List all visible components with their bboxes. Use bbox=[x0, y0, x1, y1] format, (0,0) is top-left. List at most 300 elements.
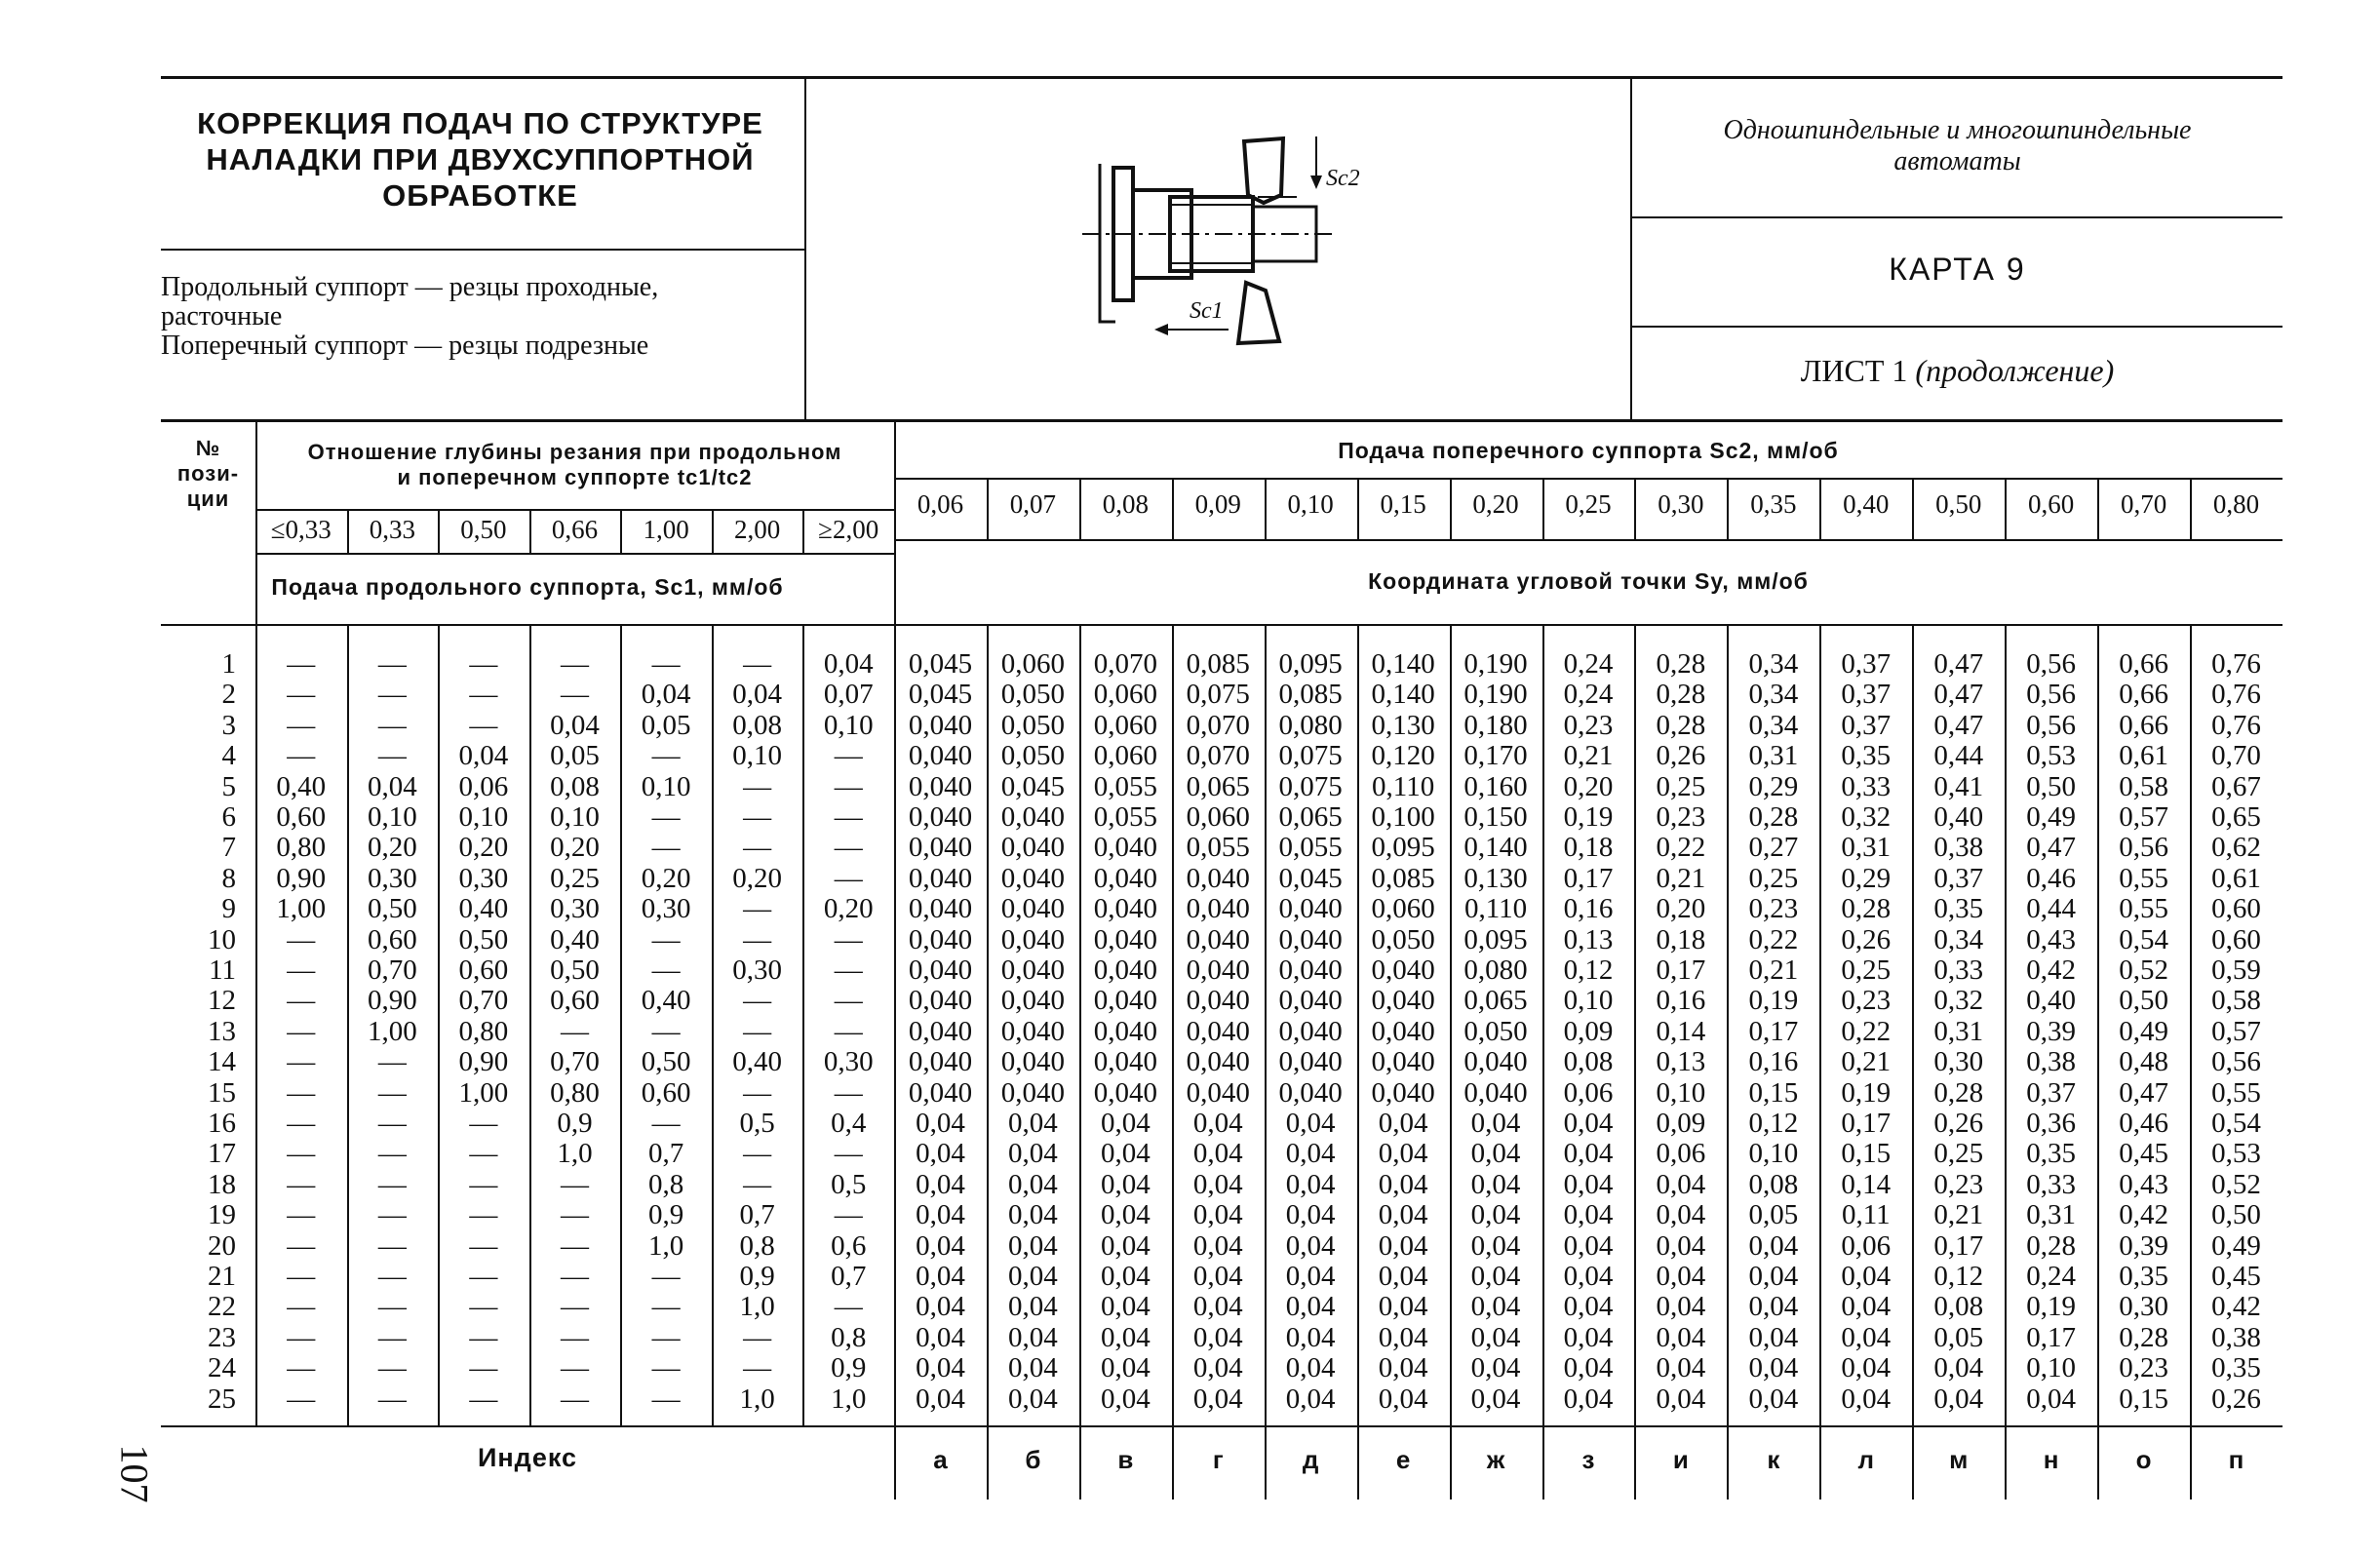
ratio-value: — bbox=[377, 1352, 407, 1384]
ratio-value: 0,8 bbox=[739, 1229, 775, 1262]
index-letter: к bbox=[1767, 1445, 1780, 1474]
coordinate-value: 0,04 bbox=[1656, 1291, 1706, 1323]
ratio-value: — bbox=[651, 1261, 681, 1292]
coordinate-value: 0,04 bbox=[1192, 1199, 1243, 1231]
coordinate-value: 0,060 bbox=[1000, 648, 1065, 680]
coordinate-value: 0,26 bbox=[1841, 923, 1892, 955]
ratio-value: 0,10 bbox=[550, 801, 600, 833]
coordinate-value: 0,28 bbox=[2119, 1321, 2168, 1353]
ratio-value: — bbox=[651, 1321, 681, 1353]
header-top-line bbox=[161, 76, 2282, 79]
title-line: КОРРЕКЦИЯ ПОДАЧ ПО СТРУКТУРЕ bbox=[197, 106, 763, 140]
coordinate-value: 0,070 bbox=[1186, 740, 1250, 772]
ratio-value: 0,40 bbox=[732, 1046, 782, 1078]
ratio-value: 0,50 bbox=[641, 1046, 691, 1078]
title-line: НАЛАДКИ ПРИ ДВУХСУППОРТНОЙ bbox=[206, 142, 755, 176]
coordinate-value: 0,21 bbox=[1563, 740, 1614, 772]
coordinate-value: 0,070 bbox=[1186, 709, 1250, 741]
coordinate-value: 0,040 bbox=[1093, 862, 1157, 894]
coordinate-value: 0,65 bbox=[2211, 801, 2261, 833]
coordinate-value: 0,04 bbox=[1285, 1291, 1336, 1323]
coordinate-value: 0,29 bbox=[1841, 862, 1892, 894]
coordinate-value: 0,04 bbox=[1008, 1168, 1058, 1200]
ratio-value: — bbox=[287, 679, 316, 711]
coordinate-value: 0,060 bbox=[1093, 679, 1157, 711]
coordinate-value: 0,54 bbox=[2211, 1108, 2261, 1139]
cross-header-line bbox=[894, 478, 2282, 480]
coordinate-value: 0,04 bbox=[1470, 1199, 1521, 1231]
coordinate-value: 0,040 bbox=[1278, 985, 1343, 1017]
ratio-value: — bbox=[469, 1108, 498, 1139]
coordinate-value: 0,46 bbox=[2119, 1108, 2168, 1139]
ratio-value: 0,7 bbox=[739, 1199, 775, 1231]
ratio-value: — bbox=[377, 1383, 407, 1415]
coordinate-value: 0,22 bbox=[1656, 832, 1706, 864]
coordinate-value: 0,24 bbox=[2026, 1261, 2077, 1292]
coordinate-value: 0,04 bbox=[1470, 1168, 1521, 1200]
coordinate-value: 0,04 bbox=[1008, 1291, 1058, 1323]
coordinate-value: 0,60 bbox=[2211, 893, 2261, 925]
ratio-value: 0,5 bbox=[831, 1168, 867, 1200]
coordinate-value: 0,04 bbox=[1100, 1108, 1151, 1139]
coordinate-value: 0,35 bbox=[1841, 740, 1892, 772]
coordinate-value: 0,30 bbox=[1933, 1046, 1984, 1078]
position-number: 17 bbox=[208, 1138, 236, 1170]
coordinate-value: 0,04 bbox=[1748, 1383, 1799, 1415]
coordinate-value: 0,34 bbox=[1748, 648, 1799, 680]
coordinate-header: Координата угловой точки Sy, мм/об bbox=[1368, 568, 1809, 594]
coordinate-value: 0,095 bbox=[1371, 832, 1435, 864]
ratio-value: 0,04 bbox=[823, 648, 874, 680]
ratio-value: 0,40 bbox=[641, 985, 691, 1017]
index-letter: м bbox=[1949, 1445, 1969, 1474]
coordinate-value: 0,25 bbox=[1841, 954, 1892, 986]
coordinate-value: 0,160 bbox=[1463, 770, 1528, 802]
position-number: 8 bbox=[221, 862, 236, 894]
ratio-value: — bbox=[287, 1138, 316, 1170]
coordinate-value: 0,38 bbox=[2026, 1046, 2077, 1078]
page-number: 107 bbox=[112, 1444, 157, 1503]
ratio-value: — bbox=[743, 832, 772, 864]
index-label: Индекс bbox=[477, 1443, 578, 1472]
card-label: КАРТА 9 bbox=[1889, 252, 2026, 287]
cross-column-header: 0,15 bbox=[1380, 489, 1426, 519]
coordinate-value: 0,19 bbox=[1748, 985, 1799, 1017]
coordinate-value: 0,05 bbox=[1933, 1321, 1984, 1353]
cross-column-header: 0,40 bbox=[1843, 489, 1890, 519]
coordinate-value: 0,04 bbox=[1192, 1138, 1243, 1170]
coordinate-value: 0,040 bbox=[1000, 1076, 1065, 1109]
ratio-value: — bbox=[377, 1229, 407, 1262]
coordinate-value: 0,39 bbox=[2026, 1015, 2077, 1047]
coordinate-value: 0,04 bbox=[1563, 1261, 1614, 1292]
ratio-value: — bbox=[834, 770, 863, 802]
coordinate-value: 0,10 bbox=[1748, 1138, 1799, 1170]
coordinate-value: 0,040 bbox=[1093, 1046, 1157, 1078]
ratio-value: 0,04 bbox=[641, 679, 691, 711]
coordinate-value: 0,060 bbox=[1371, 893, 1435, 925]
coordinate-value: 0,31 bbox=[1841, 832, 1892, 864]
ratio-value: — bbox=[287, 1199, 316, 1231]
position-header-line: пози- bbox=[176, 461, 240, 486]
position-header-line: № bbox=[195, 436, 221, 460]
ratio-value: 0,4 bbox=[831, 1108, 867, 1139]
feed-header-bottom-line bbox=[161, 624, 2282, 626]
ratio-value: 0,9 bbox=[557, 1108, 593, 1139]
coordinate-value: 0,28 bbox=[1656, 679, 1706, 711]
coordinate-value: 0,26 bbox=[1933, 1108, 1984, 1139]
coordinate-value: 0,06 bbox=[1656, 1138, 1706, 1170]
coordinate-value: 0,04 bbox=[916, 1352, 965, 1384]
machine-line: Одношпиндельные и многошпиндельные bbox=[1723, 115, 2192, 145]
coordinate-value: 0,66 bbox=[2119, 648, 2168, 680]
index-letter: л bbox=[1857, 1445, 1875, 1474]
coordinate-value: 0,52 bbox=[2211, 1168, 2261, 1200]
ratio-value: — bbox=[469, 679, 498, 711]
coordinate-value: 0,055 bbox=[1186, 832, 1250, 864]
ratio-value: — bbox=[834, 1015, 863, 1047]
ratio-value: — bbox=[834, 1291, 863, 1323]
coordinate-value: 0,040 bbox=[908, 985, 973, 1017]
coordinate-value: 0,09 bbox=[1656, 1108, 1706, 1139]
coordinate-value: 0,04 bbox=[1563, 1168, 1614, 1200]
ratio-column-header: 1,00 bbox=[643, 515, 689, 544]
ratio-value: — bbox=[743, 648, 772, 680]
coordinate-value: 0,04 bbox=[1563, 1383, 1614, 1415]
coordinate-value: 0,28 bbox=[2026, 1229, 2077, 1262]
coordinate-value: 0,35 bbox=[2211, 1352, 2261, 1384]
ratio-value: 0,80 bbox=[458, 1015, 509, 1047]
ratio-value: — bbox=[287, 1108, 316, 1139]
coordinate-value: 0,040 bbox=[908, 1015, 973, 1047]
ratio-value: — bbox=[377, 648, 407, 680]
coordinate-value: 0,040 bbox=[1093, 954, 1157, 986]
sheet-label bbox=[1632, 353, 2282, 389]
coordinate-value: 0,21 bbox=[1841, 1046, 1892, 1078]
coordinate-value: 0,04 bbox=[1656, 1383, 1706, 1415]
sheet-note: (продолжение) bbox=[1915, 353, 2115, 388]
ratio-value: 0,20 bbox=[550, 832, 600, 864]
coordinate-value: 0,50 bbox=[2211, 1199, 2261, 1231]
coordinate-value: 0,13 bbox=[1656, 1046, 1706, 1078]
coordinate-value: 0,04 bbox=[1470, 1321, 1521, 1353]
coordinate-value: 0,09 bbox=[1563, 1015, 1614, 1047]
ratio-value: 1,0 bbox=[647, 1229, 684, 1262]
ratio-value: — bbox=[469, 648, 498, 680]
coordinate-value: 0,29 bbox=[1748, 770, 1799, 802]
position-number: 21 bbox=[208, 1261, 236, 1292]
ratio-value: — bbox=[651, 923, 681, 955]
ratio-values-line bbox=[255, 553, 894, 555]
coordinate-value: 0,065 bbox=[1463, 985, 1528, 1017]
coordinate-value: 0,35 bbox=[2026, 1138, 2077, 1170]
coordinate-value: 0,06 bbox=[1563, 1076, 1614, 1109]
ratio-value: — bbox=[287, 1321, 316, 1353]
ratio-column-header: 0,66 bbox=[551, 515, 599, 544]
coordinate-value: 0,040 bbox=[1186, 1076, 1250, 1109]
ratio-value: — bbox=[377, 1138, 407, 1170]
ratio-value: 0,30 bbox=[641, 893, 691, 925]
coordinate-value: 0,23 bbox=[1748, 893, 1799, 925]
coordinate-value: 0,10 bbox=[1656, 1076, 1706, 1109]
coordinate-value: 0,04 bbox=[1192, 1261, 1243, 1292]
coordinate-value: 0,04 bbox=[1656, 1321, 1706, 1353]
coordinate-value: 0,040 bbox=[1000, 954, 1065, 986]
ratio-value: — bbox=[287, 1076, 316, 1109]
coordinate-value: 0,04 bbox=[916, 1261, 965, 1292]
coordinate-value: 0,040 bbox=[908, 954, 973, 986]
coordinate-value: 0,170 bbox=[1463, 740, 1528, 772]
ratio-value: 0,6 bbox=[831, 1229, 867, 1262]
ratio-value: — bbox=[287, 1383, 316, 1415]
coordinate-value: 0,04 bbox=[1008, 1138, 1058, 1170]
coordinate-value: 0,04 bbox=[1470, 1108, 1521, 1139]
coordinate-value: 0,54 bbox=[2119, 923, 2168, 955]
coordinate-value: 0,04 bbox=[2026, 1383, 2077, 1415]
index-letter: з bbox=[1581, 1445, 1595, 1474]
coordinate-value: 0,140 bbox=[1371, 679, 1435, 711]
coordinate-value: 0,04 bbox=[1841, 1321, 1892, 1353]
position-number: 13 bbox=[208, 1015, 236, 1047]
coordinate-value: 0,59 bbox=[2211, 954, 2261, 986]
coordinate-value: 0,040 bbox=[1186, 1015, 1250, 1047]
ratio-value: 0,8 bbox=[647, 1168, 684, 1200]
position-number: 25 bbox=[208, 1383, 236, 1415]
coordinate-value: 0,040 bbox=[1000, 832, 1065, 864]
ratio-value: — bbox=[560, 1321, 589, 1353]
ratio-value: — bbox=[743, 985, 772, 1017]
coordinate-value: 0,11 bbox=[1841, 1199, 1891, 1231]
cross-cutter bbox=[1244, 138, 1283, 203]
ratio-value: — bbox=[469, 1291, 498, 1323]
coordinate-value: 0,04 bbox=[1748, 1229, 1799, 1262]
position-number: 4 bbox=[221, 740, 236, 772]
coordinate-value: 0,43 bbox=[2026, 923, 2077, 955]
cross-column-header: 0,25 bbox=[1565, 489, 1612, 519]
ratio-value: 0,10 bbox=[823, 709, 874, 741]
ratio-value: — bbox=[377, 1076, 407, 1109]
coordinate-value: 0,58 bbox=[2119, 770, 2168, 802]
coordinate-value: 0,38 bbox=[1933, 832, 1984, 864]
coordinate-value: 0,04 bbox=[1008, 1383, 1058, 1415]
coordinate-value: 0,57 bbox=[2211, 1015, 2261, 1047]
coordinate-value: 0,17 bbox=[1933, 1229, 1984, 1262]
coordinate-value: 0,110 bbox=[1463, 893, 1528, 925]
coordinate-value: 0,040 bbox=[1371, 985, 1435, 1017]
coordinate-value: 0,35 bbox=[2119, 1261, 2168, 1292]
ratio-value: — bbox=[287, 1352, 316, 1384]
ratio-value: 0,8 bbox=[831, 1321, 867, 1353]
index-letter: п bbox=[2228, 1445, 2244, 1474]
index-letter: о bbox=[2135, 1445, 2152, 1474]
ratio-value: 0,05 bbox=[550, 740, 600, 772]
coordinate-value: 0,04 bbox=[1470, 1261, 1521, 1292]
coordinate-value: 0,04 bbox=[1378, 1291, 1428, 1323]
coordinate-value: 0,150 bbox=[1463, 801, 1528, 833]
ratio-value: — bbox=[834, 923, 863, 955]
ratio-value: — bbox=[743, 1138, 772, 1170]
ratio-value: — bbox=[469, 1199, 498, 1231]
coordinate-value: 0,26 bbox=[2211, 1383, 2261, 1415]
ratio-value: 0,60 bbox=[367, 923, 417, 955]
ratio-value: — bbox=[834, 1199, 863, 1231]
coordinate-value: 0,21 bbox=[1933, 1199, 1984, 1231]
coordinate-value: 0,34 bbox=[1748, 679, 1799, 711]
coordinate-value: 0,040 bbox=[1278, 1046, 1343, 1078]
coordinate-value: 0,04 bbox=[1008, 1352, 1058, 1384]
coordinate-value: 0,55 bbox=[2119, 862, 2168, 894]
ratio-value: — bbox=[651, 648, 681, 680]
coordinate-value: 0,45 bbox=[2119, 1138, 2168, 1170]
coordinate-value: 0,04 bbox=[1285, 1168, 1336, 1200]
page-title bbox=[161, 105, 800, 214]
ratio-value: 0,30 bbox=[732, 954, 782, 986]
coordinate-value: 0,04 bbox=[1563, 1229, 1614, 1262]
long-feed-header: Подача продольного суппорта, Sc1, мм/об bbox=[271, 574, 784, 600]
coordinate-value: 0,04 bbox=[1285, 1383, 1336, 1415]
ratio-value: — bbox=[834, 1138, 863, 1170]
coordinate-value: 0,050 bbox=[1463, 1015, 1528, 1047]
coordinate-value: 0,04 bbox=[1748, 1352, 1799, 1384]
coordinate-value: 0,33 bbox=[1841, 770, 1892, 802]
coordinate-value: 0,095 bbox=[1278, 648, 1343, 680]
position-number: 18 bbox=[208, 1168, 236, 1200]
ratio-column-header: ≥2,00 bbox=[818, 515, 879, 544]
coordinate-value: 0,040 bbox=[908, 1076, 973, 1109]
coordinate-value: 0,055 bbox=[1093, 770, 1157, 802]
coordinate-value: 0,04 bbox=[1100, 1383, 1151, 1415]
ratio-value: 0,08 bbox=[550, 770, 600, 802]
coordinate-value: 0,46 bbox=[2026, 862, 2077, 894]
ratio-value: — bbox=[560, 1015, 589, 1047]
coordinate-value: 0,70 bbox=[2211, 740, 2261, 772]
ratio-value: 0,60 bbox=[276, 801, 327, 833]
ratio-value: — bbox=[560, 1352, 589, 1384]
coordinate-value: 0,04 bbox=[1285, 1229, 1336, 1262]
coordinate-value: 0,04 bbox=[1192, 1321, 1243, 1353]
coordinate-value: 0,04 bbox=[1378, 1108, 1428, 1139]
coordinate-value: 0,04 bbox=[916, 1383, 965, 1415]
ratio-value: — bbox=[834, 832, 863, 864]
ratio-value: — bbox=[377, 740, 407, 772]
coordinate-value: 0,04 bbox=[1470, 1383, 1521, 1415]
ratio-value: — bbox=[651, 1291, 681, 1323]
coordinate-value: 0,39 bbox=[2119, 1229, 2168, 1262]
coordinate-value: 0,37 bbox=[1933, 862, 1984, 894]
coordinate-value: 0,04 bbox=[1563, 1291, 1614, 1323]
coordinate-value: 0,040 bbox=[1093, 893, 1157, 925]
coordinate-value: 0,050 bbox=[1000, 740, 1065, 772]
coordinate-value: 0,040 bbox=[1371, 1046, 1435, 1078]
coordinate-value: 0,23 bbox=[2119, 1352, 2168, 1384]
coordinate-value: 0,040 bbox=[1000, 923, 1065, 955]
table-body-bottom-line bbox=[161, 1425, 2282, 1427]
position-number: 19 bbox=[208, 1199, 236, 1231]
ratio-value: 0,70 bbox=[550, 1046, 600, 1078]
setup-description bbox=[161, 273, 785, 361]
coordinate-value: 0,04 bbox=[1008, 1321, 1058, 1353]
coordinate-value: 0,04 bbox=[1285, 1321, 1336, 1353]
coordinate-value: 0,045 bbox=[1278, 862, 1343, 894]
coordinate-value: 0,040 bbox=[1463, 1046, 1528, 1078]
coordinate-value: 0,19 bbox=[1563, 801, 1614, 833]
ratio-value: 0,30 bbox=[550, 893, 600, 925]
coordinate-value: 0,19 bbox=[1841, 1076, 1892, 1109]
coordinate-value: 0,37 bbox=[2026, 1076, 2077, 1109]
sc1-label: Sc1 bbox=[1190, 298, 1224, 324]
coordinate-value: 0,04 bbox=[1100, 1199, 1151, 1231]
ratio-value: — bbox=[377, 1168, 407, 1200]
ratio-value: — bbox=[560, 1261, 589, 1292]
coordinate-value: 0,53 bbox=[2026, 740, 2077, 772]
coordinate-value: 0,085 bbox=[1278, 679, 1343, 711]
coordinate-value: 0,045 bbox=[1000, 770, 1065, 802]
coordinate-value: 0,34 bbox=[1748, 709, 1799, 741]
coordinate-value: 0,040 bbox=[908, 740, 973, 772]
coordinate-value: 0,35 bbox=[1933, 893, 1984, 925]
ratio-value: 0,70 bbox=[367, 954, 417, 986]
coordinate-value: 0,120 bbox=[1371, 740, 1435, 772]
header-divider-left bbox=[804, 76, 806, 421]
ratio-value: — bbox=[743, 893, 772, 925]
coordinate-value: 0,04 bbox=[1100, 1321, 1151, 1353]
ratio-value: 0,70 bbox=[458, 985, 509, 1017]
ratio-value: — bbox=[560, 1229, 589, 1262]
coordinate-value: 0,040 bbox=[1000, 893, 1065, 925]
ratio-value: — bbox=[377, 1261, 407, 1292]
position-number: 20 bbox=[208, 1229, 236, 1262]
ratio-value: — bbox=[287, 923, 316, 955]
description-line: Продольный суппорт — резцы проходные, bbox=[161, 272, 659, 302]
ratio-value: 0,80 bbox=[276, 832, 327, 864]
ratio-value: 0,08 bbox=[732, 709, 782, 741]
coordinate-value: 0,17 bbox=[1748, 1015, 1799, 1047]
coordinate-value: 0,040 bbox=[1186, 985, 1250, 1017]
coordinate-value: 0,040 bbox=[1186, 893, 1250, 925]
coordinate-value: 0,060 bbox=[1093, 740, 1157, 772]
ratio-value: 0,80 bbox=[550, 1076, 600, 1109]
ratio-value: 0,30 bbox=[823, 1046, 874, 1078]
coordinate-value: 0,040 bbox=[908, 893, 973, 925]
coordinate-value: 0,045 bbox=[908, 648, 973, 680]
coordinate-value: 0,04 bbox=[1841, 1352, 1892, 1384]
coordinate-value: 0,56 bbox=[2026, 648, 2077, 680]
ratio-value: — bbox=[651, 1015, 681, 1047]
coordinate-value: 0,04 bbox=[1192, 1352, 1243, 1384]
cross-column-header: 0,80 bbox=[2212, 489, 2260, 519]
coordinate-value: 0,040 bbox=[1463, 1076, 1528, 1109]
coordinate-value: 0,10 bbox=[2026, 1352, 2077, 1384]
ratio-value: 0,9 bbox=[647, 1199, 684, 1231]
coordinate-value: 0,47 bbox=[2119, 1076, 2168, 1109]
index-letter: е bbox=[1395, 1445, 1411, 1474]
description-line: Поперечный суппорт — резцы подрезные bbox=[161, 331, 649, 361]
ratio-value: 0,20 bbox=[823, 893, 874, 925]
ratio-value: — bbox=[560, 679, 589, 711]
coordinate-value: 0,04 bbox=[1192, 1291, 1243, 1323]
coordinate-value: 0,04 bbox=[1100, 1261, 1151, 1292]
ratio-value: — bbox=[287, 740, 316, 772]
position-number: 7 bbox=[221, 832, 236, 864]
ratio-value: 1,0 bbox=[739, 1383, 775, 1415]
ratio-value: — bbox=[651, 954, 681, 986]
coordinate-value: 0,23 bbox=[1841, 985, 1892, 1017]
coordinate-value: 0,28 bbox=[1656, 709, 1706, 741]
ratio-value: 0,9 bbox=[831, 1352, 867, 1384]
ratio-value: 0,10 bbox=[641, 770, 691, 802]
coordinate-value: 0,040 bbox=[1278, 1015, 1343, 1047]
coordinate-value: 0,34 bbox=[1933, 923, 1984, 955]
